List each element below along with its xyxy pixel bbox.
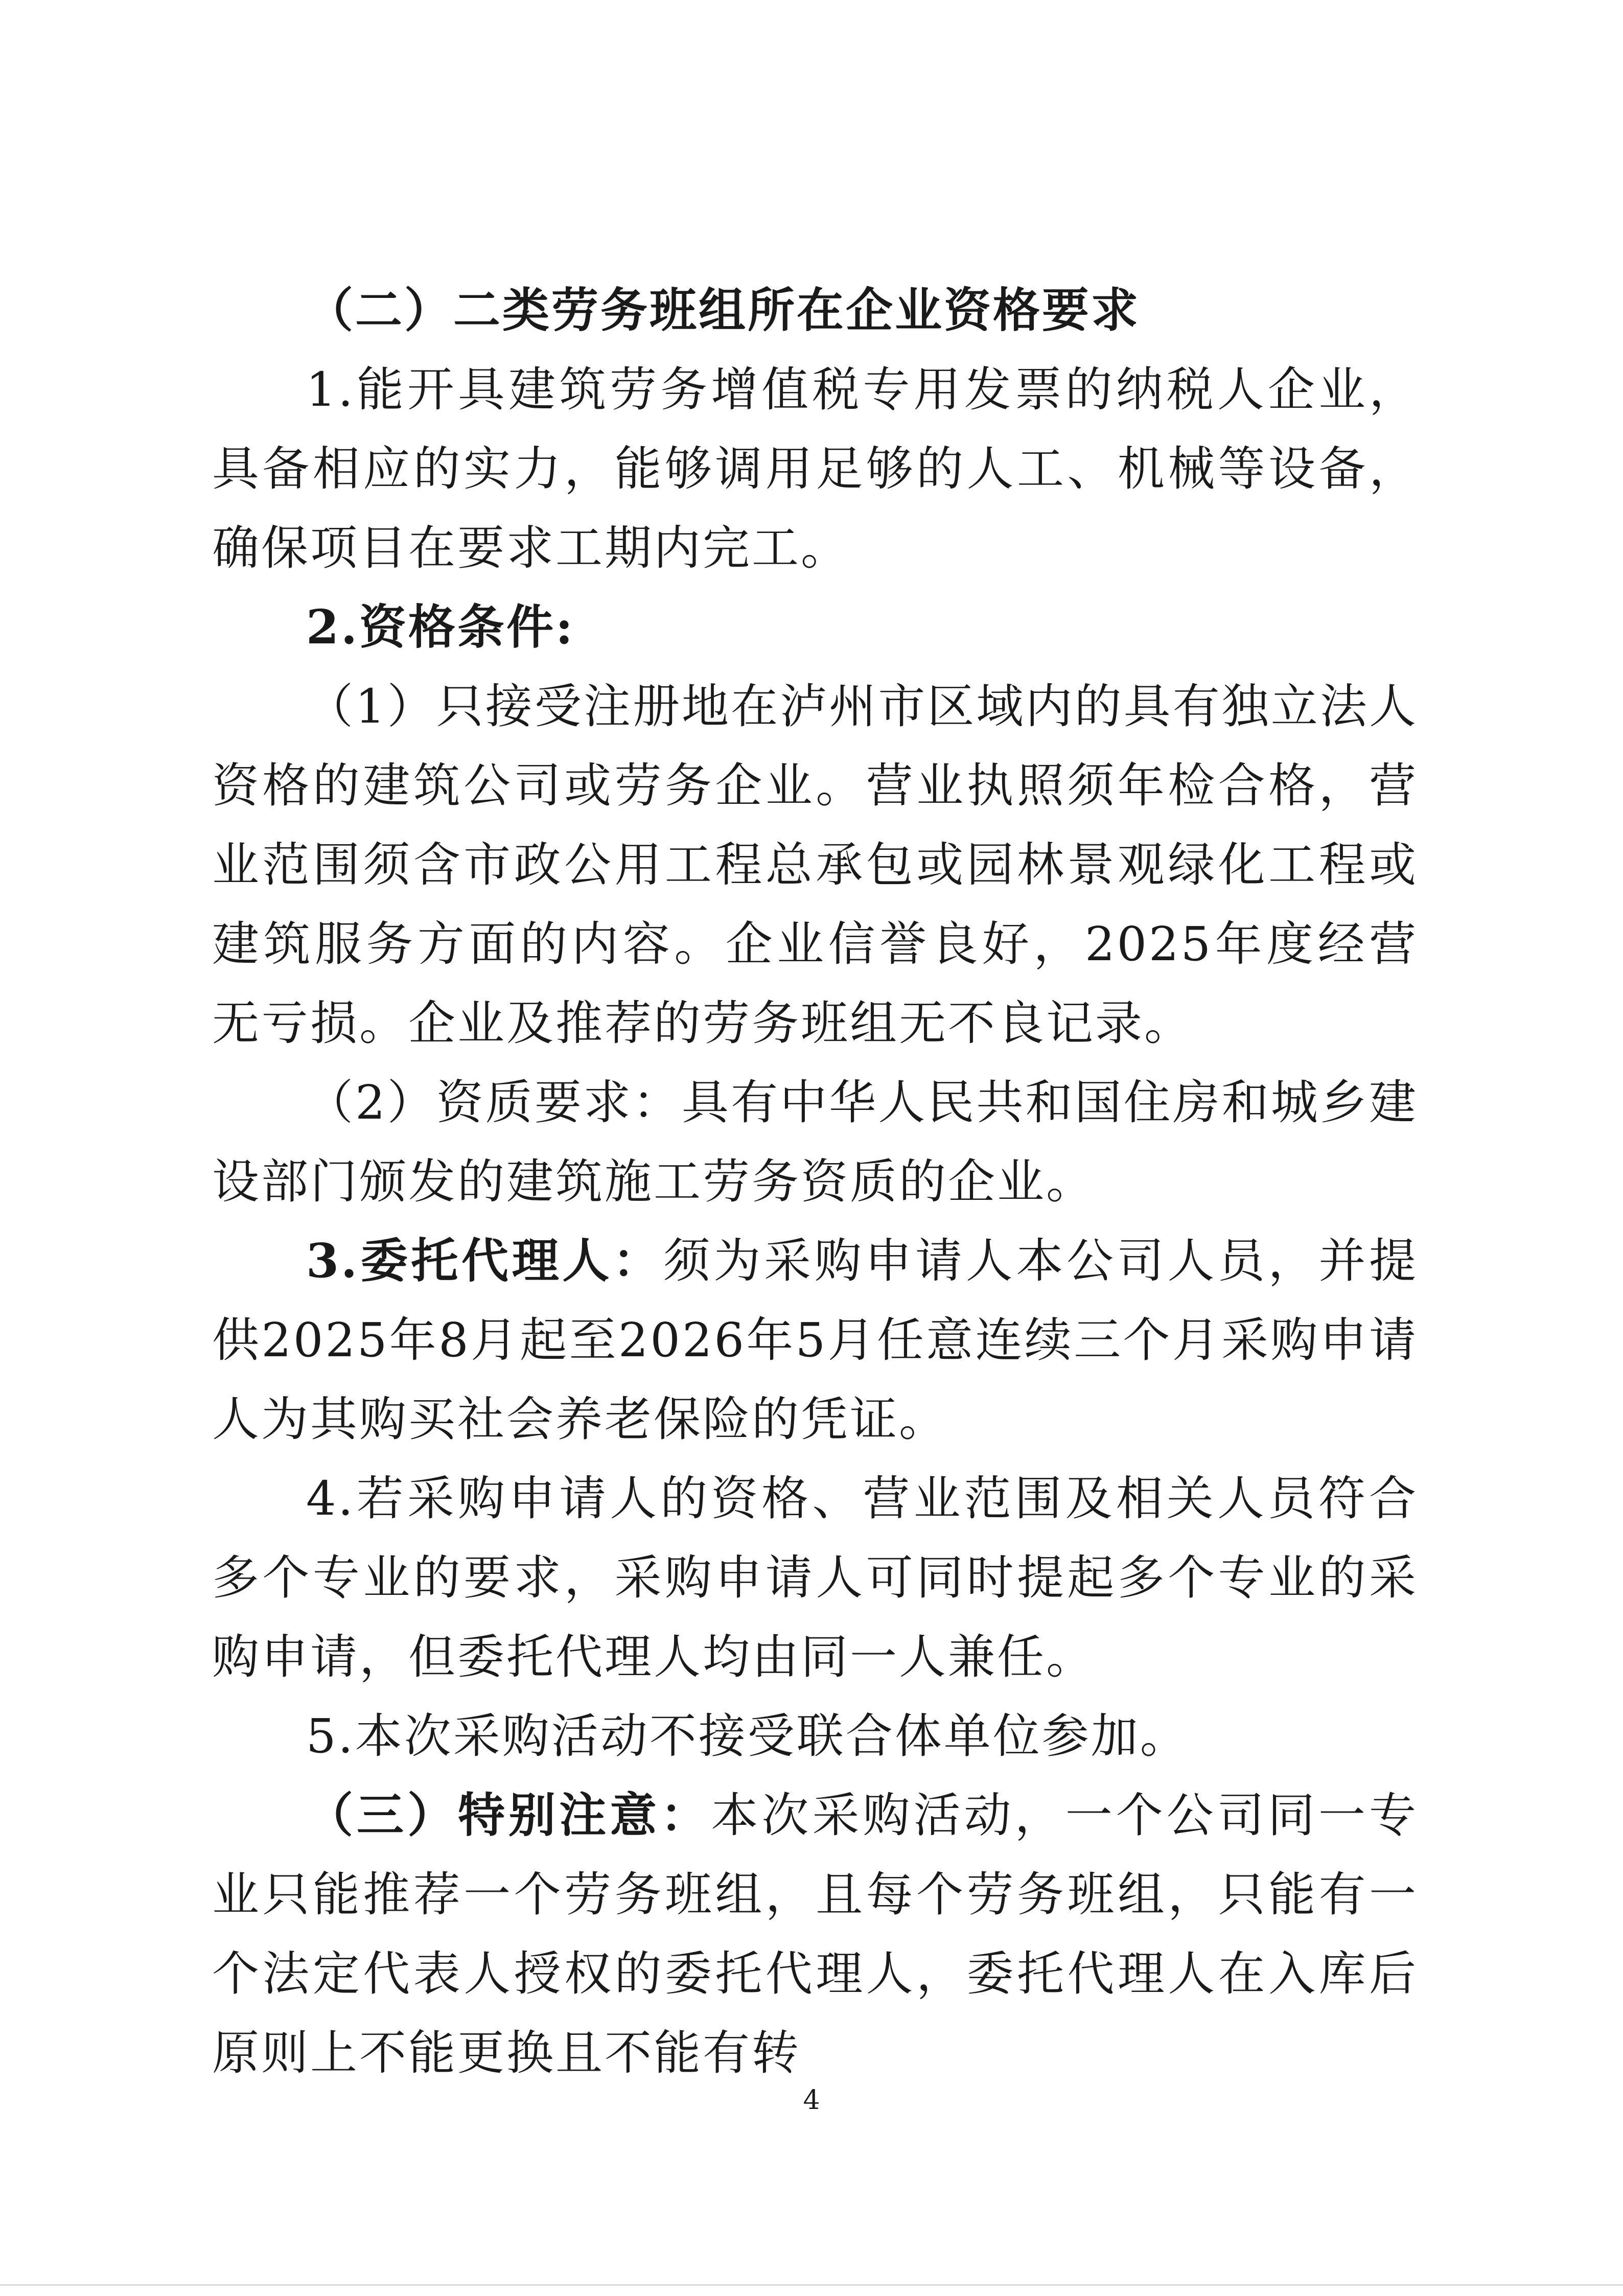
paragraph-certification-requirement: [212, 1063, 1418, 1221]
paragraph-text: （二）二类劳务班组所在企业资格要求: [306, 283, 1141, 338]
paragraph-text: 4.若采购申请人的资格、营业范围及相关人员符合多个专业的要求，采购申请人可同时提起多个专业的采购申请，但委托代理人均由同一人兼任。: [212, 1471, 1418, 1684]
paragraph-lead: （三）特别注意：: [306, 1788, 711, 1843]
section-heading-qualification: [212, 271, 1418, 350]
body-text: [212, 271, 1418, 2093]
paragraph-text: （2）资质要求：具有中华人民共和国住房和城乡建设部门颁发的建筑施工劳务资质的企业。: [212, 1075, 1418, 1209]
scan-edge-divider: [0, 2284, 1623, 2286]
paragraph-invoice-capability: [212, 350, 1418, 588]
paragraph-registration-requirement: [212, 667, 1418, 1063]
paragraph-text: （1）只接受注册地在泸州市区域内的具有独立法人资格的建筑公司或劳务企业。营业执照须年检合格，营业范围须含市政公用工程总承包或园林景观绿化工程或建筑服务方面的内容。企业信誉良好，2025年度经营无亏损。企业及推荐的劳务班组无不良记录。: [212, 679, 1418, 1051]
paragraph-text: 5.本次采购活动不接受联合体单位参加。: [306, 1709, 1189, 1764]
paragraph-special-notice: [212, 1776, 1418, 2093]
paragraph-authorized-agent: [212, 1221, 1418, 1459]
paragraph-multiple-specialties: [212, 1459, 1418, 1697]
paragraph-text: 须为采购申请人本公司人员，并提供2025年8月起至2026年5月任意连续三个月采购申请人为其购买社会养老保险的凭证。: [212, 1234, 1418, 1447]
paragraph-lead: 3.委托代理人：: [306, 1233, 663, 1288]
paragraph-text: 1.能开具建筑劳务增值税专用发票的纳税人企业，具备相应的实力，能够调用足够的人工、机械等设备，确保项目在要求工期内完工。: [212, 362, 1418, 575]
paragraph-no-consortium: [212, 1697, 1418, 1776]
subheading-qualification-conditions: [212, 588, 1418, 667]
paragraph-text: 2.资格条件:: [306, 599, 575, 655]
paragraph-text: 本次采购活动，一个公司同一专业只能推荐一个劳务班组，且每个劳务班组，只能有一个法定代表人授权的委托代理人，委托代理人在入库后原则上不能更换且不能有转: [212, 1788, 1418, 2080]
page-number: 4: [803, 2085, 820, 2116]
